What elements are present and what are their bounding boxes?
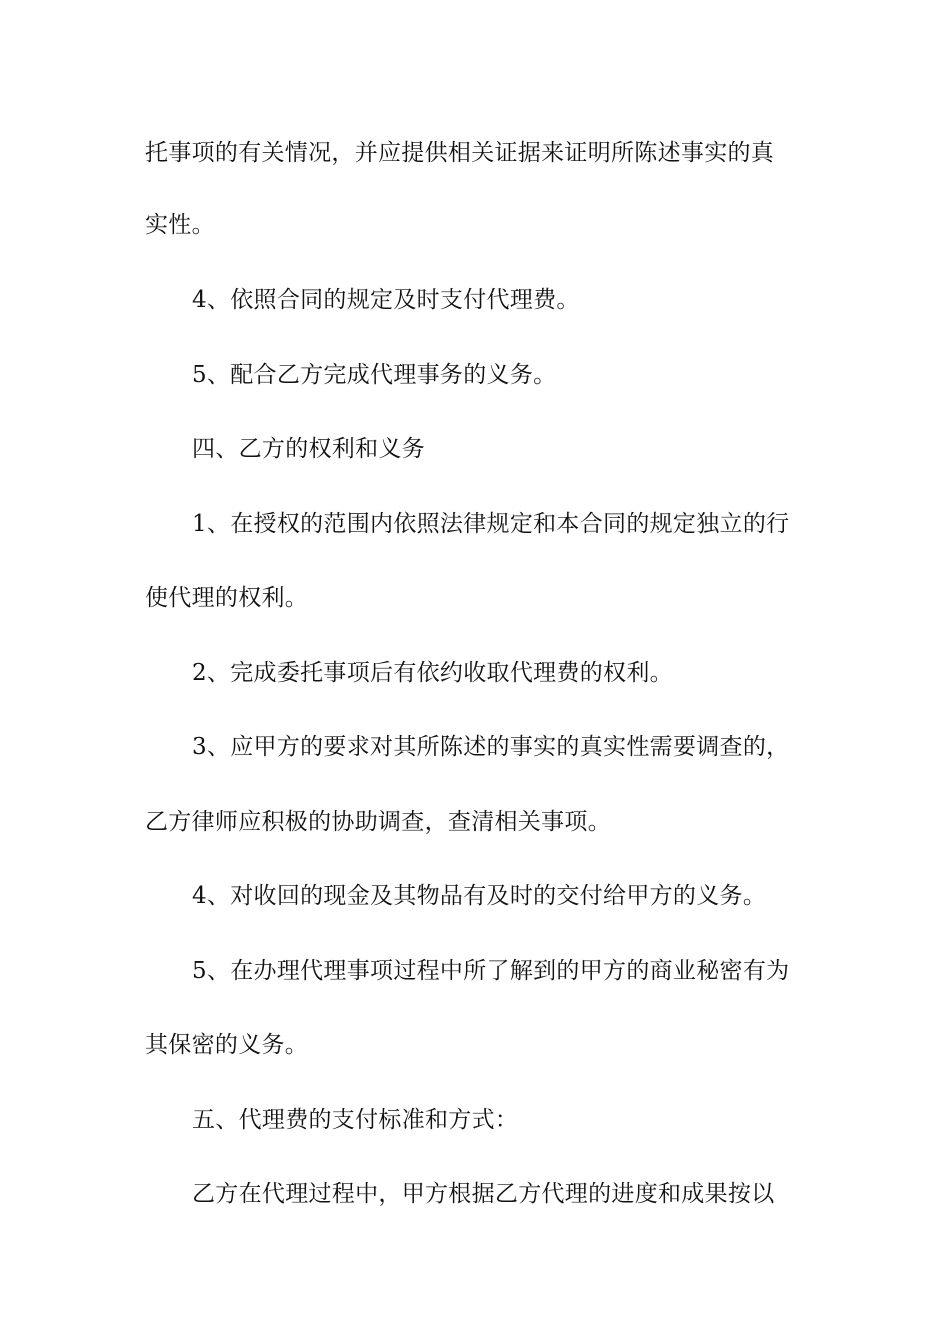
list-item-b1-line2: 使代理的权利。 — [145, 585, 309, 611]
list-item-b1-line1: 1、在授权的范围内依照法律规定和本合同的规定独立的行 — [192, 511, 790, 537]
text-line-1: 托事项的有关情况，并应提供相关证据来证明所陈述事实的真 — [145, 140, 775, 166]
list-item-b2: 2、完成委托事项后有依约收取代理费的权利。 — [192, 660, 673, 686]
list-item-b3-line2: 乙方律师应积极的协助调查，查清相关事项。 — [145, 809, 611, 835]
list-item-b3-line1: 3、应甲方的要求对其所陈述的事实的真实性需要调查的， — [192, 734, 790, 760]
section-heading-fee: 五、代理费的支付标准和方式： — [192, 1107, 519, 1133]
list-item-b5-line2: 其保密的义务。 — [145, 1032, 309, 1058]
text-line-2: 实性。 — [145, 212, 215, 238]
list-item-cooperate: 5、配合乙方完成代理事务的义务。 — [192, 362, 557, 388]
list-item-pay-fee: 4、依照合同的规定及时支付代理费。 — [192, 287, 580, 313]
list-item-b5-line1: 5、在办理代理事项过程中所了解到的甲方的商业秘密有为 — [192, 958, 790, 984]
paragraph-fee-line1: 乙方在代理过程中，甲方根据乙方代理的进度和成果按以 — [192, 1181, 775, 1207]
section-heading-party-b: 四、乙方的权利和义务 — [192, 436, 425, 462]
list-item-b4: 4、对收回的现金及其物品有及时的交付给甲方的义务。 — [192, 883, 767, 909]
